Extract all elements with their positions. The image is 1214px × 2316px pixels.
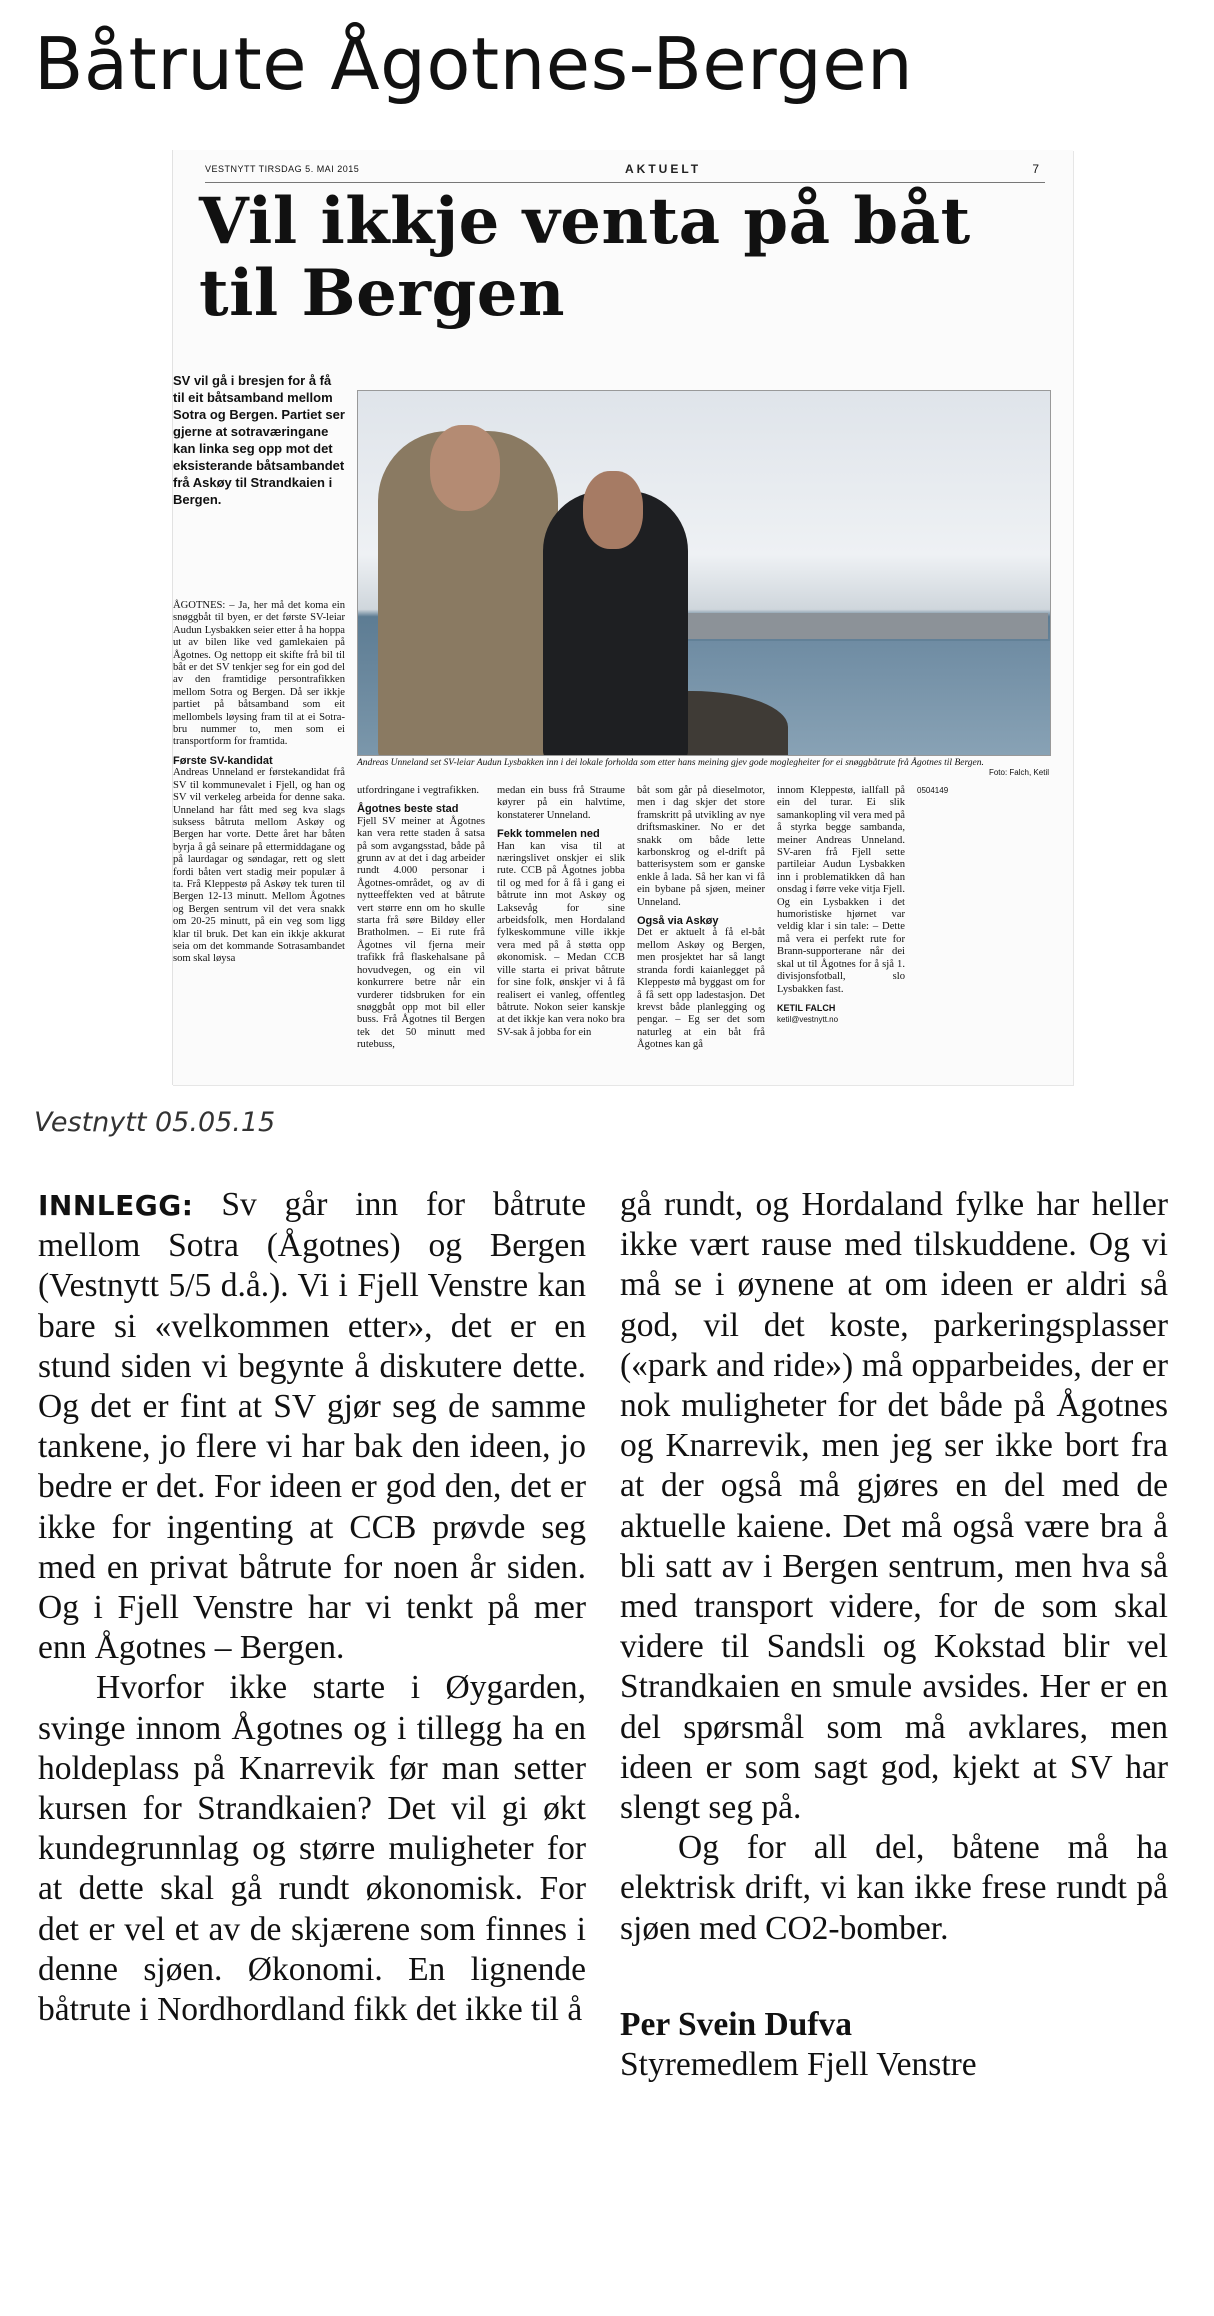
body-text: utfordringane i vegtrafikken.: [357, 785, 480, 796]
paragraph: [38, 1185, 586, 1668]
photo-person-left: [378, 431, 558, 756]
subheading: Første SV-kandidat: [173, 754, 273, 767]
photo-credit: Foto: Falch, Ketil: [988, 768, 1049, 777]
author-role: Styremedlem Fjell Venstre: [620, 2046, 977, 2084]
clipping-body-left: [173, 600, 345, 966]
photo-caption: Andreas Unneland set SV-leiar Audun Lysbakken inn i dei lokale forholda som etter hans meining gjev gode moglegheiter for ei snøggbåtrute frå Ågotnes til Bergen.: [357, 758, 984, 768]
masthead-date: VESTNYTT TIRSDAG 5. MAI 2015: [205, 164, 360, 174]
page-number: 7: [1032, 162, 1039, 176]
clipping-column-4: [777, 785, 905, 1027]
photo-person-right: [543, 491, 688, 756]
source-caption: Vestnytt 05.05.15: [34, 1107, 276, 1138]
body-text: Det er aktuelt å få el-båt mellom Askøy og Bergen, men prosjektet har så langt stranda fordi kaianlegget på Kleppestø må byggast om for å få sett opp ladestasjon. Det krevst både planlegging og pengar. – Eg ser det som naturleg at ein båt frå Ågotnes kan gå: [637, 927, 765, 1051]
paragraph-text: Sv går inn for båtrute mellom Sotra (Ågotnes) og Bergen (Vestnytt 5/5 d.å.). Vi i Fjell Venstre kan bare si «velkommen etter», det er en stund siden vi begynte å diskutere dette. Og det er fint at SV gjør seg de samme tankene, jo flere vi har bak den ideen, jo bedre er det. For ideen er god den, det er ikke for ingenting at CCB prøvde seg med en privat båtrute for noen år siden. Og i Fjell Venstre har vi tenkt på mer enn Ågotnes – Bergen.: [38, 1186, 586, 1667]
article-photo: [357, 390, 1051, 756]
section-label: AKTUELT: [625, 162, 702, 176]
byline: KETIL FALCH: [777, 1002, 836, 1013]
body-intro: ÅGOTNES: – Ja, her må det koma ein snøggbåt til byen, er det første SV-leiar Audun Lysbakken seier etter å ha hoppa ut av bilen like ved gamlekaien på Ågotnes. Og nettopp eit skifte frå bil til båt er det SV tenkjer seg for ein god del av den framtidige persontrafikken mellom Sotra og Bergen. Då ser ikkje partiet på båtsamband som eit mellombels løysing fram til at ei Sotra-bru nummer to, men som ei transportform for framtida.: [173, 600, 345, 748]
article-tag: INNLEGG:: [38, 1189, 194, 1222]
article-code: 0504149: [917, 786, 949, 795]
page-headline: Båtrute Ågotnes-Bergen: [34, 22, 914, 106]
article-column-right: [620, 1185, 1168, 2085]
subheading: Også via Askøy: [637, 915, 719, 928]
body-text: Andreas Unneland er førstekandidat frå SV til kommunevalet i Fjell, og han og SV vil verkeleg arbeida for denne saka. Unneland har fått med seg kva slags suksess båtruta mellom Askøy og Bergen har vorte. Dette året har båten byrja å gå seinare på ettermiddagane og på laurdagar og søndagar, rett og slett fordi båten vert stadig meir populær å ta. Frå Kleppestø på Askøy tek turen til Bergen 12-13 minutt. Mellom Ågotnes og Bergen sentrum vil det vera snakk om 20-25 minutt, på ein veg som ligg klar til bruk. Det kan ein ikkje akkurat seia om det kommande Sotrasambandet som skal løysa: [173, 767, 345, 965]
clipping-masthead: [205, 158, 1045, 183]
clipping-lead: SV vil gå i bresjen for å få til eit båtsamband mellom Sotra og Bergen. Partiet ser gjerne at sotraværingane kan linka seg opp mot det eksisterande båtsambandet frå Askøy til Strandkaien i Bergen.: [173, 373, 345, 507]
subheading: Fekk tommelen ned: [497, 828, 600, 841]
paragraph: Hvorfor ikke starte i Øygarden, svinge innom Ågotnes og i tillegg ha en holdeplass på Knarrevik før man setter kursen for Strandkaien? Det vil gi økt kundegrunnlag og større muligheter for at dette skal gå rundt økonomisk. For det er vel et av de skjærene som finnes i denne sjøen. Økonomi. En lignende båtrute i Nordhordland fikk det ikke til å: [38, 1669, 586, 2029]
clipping-column-3: [637, 785, 765, 1052]
byline-email: ketil@vestnytt.no: [777, 1015, 839, 1025]
clipping-column-5: [917, 785, 1045, 797]
body-text: medan ein buss frå Straume køyrer på ein halvtime, konstaterer Unneland.: [497, 785, 625, 821]
body-text: innom Kleppestø, iallfall på ein del turar. Ei slik samankopling vil vera med på å styrka begge sambanda, meiner Andreas Unneland. SV-aren frå Fjell sette partileiar Audun Lysbakken inn i problematikken då han onsdag i førre veke vitja Fjell. Og ein Lysbakken i det humoristiske hjørnet var veldig klar i sin tale: – Dette må vera ei perfekt rute for Brann-supporterane når dei skal ut til Ågotnes for å sjå 1. divisjonsfotball, slo Lysbakken fast.: [777, 785, 905, 995]
body-text: båt som går på dieselmotor, men i dag skjer det store framskritt på utvikling av nye driftsmaskiner. No er det snakk om både lette karbonskrog og el-drift på batterisystem som er ganske enkle å lada. Så her kan vi få ein bybane på sjøen, meiner Unneland.: [637, 785, 765, 908]
article-column-left: [38, 1185, 586, 2030]
clipping-column-1: [357, 785, 485, 1052]
newspaper-clipping: [172, 150, 1073, 1085]
body-text: Han kan visa til at næringslivet onskjer ei slik rute. CCB på Ågotnes jobba til og med for å få i gang ei båtrute inn mot Askøy og Laksevåg for sine arbeidsfolk, men Hordaland fylkeskommune ville ikkje vera med på å støtta opp økonomisk. – Medan CCB ville starta ei privat båtrute for sine folk, ønskjer vi å få realisert ei vanleg, offentleg båtrute. Nokon seier kanskje at det ikkje kan vera noko bra SV-sak å jobba for ein: [497, 840, 625, 1038]
clipping-headline: Vil ikkje venta på båt til Bergen: [199, 184, 971, 331]
clipping-columns: [357, 785, 1049, 1075]
paragraph: Og for all del, båtene må ha elektrisk drift, vi kan ikke frese rundt på sjøen med CO2-bomber.: [620, 1829, 1168, 1947]
author-name: Per Svein Dufva: [620, 2005, 853, 2043]
body-text: Fjell SV meiner at Ågotnes kan vera rette staden å satsa på som avgangsstad, både på grunn av at det i dag arbeider rundt 4.000 personar i Ågotnes-området, og av di nytteeffekten ved at båtrute vert større enn om ho skulle starta frå søre Bildøy eller Bratholmen. – Ei rute frå Ågotnes vil fjerna meir trafikk frå flaskehalsane på hovudvegen, og ein vil konkurrere betre når ein vurderer tidsbruken for ein snøggbåt opp mot bil eller buss. Frå Ågotnes til Bergen tek det 50 minutt med rutebuss,: [357, 815, 485, 1051]
paragraph: gå rundt, og Hordaland fylke har heller ikke vært rause med tilskuddene. Og vi må se i øynene at om ideen er aldri så god, vil det koste, parkeringsplasser («park and ride») må opparbeides, der er nok muligheter for det både på Ågotnes og Knarrevik, men jeg ser ikke bort fra at der også må gjøres en del med de aktuelle kaiene. Det må også være bra å bli satt av i Bergen sentrum, men hva så med transport videre, for de som skal videre til Sandsli og Kokstad blir vel Strandkaien en smule avsides. Her er en del spørsmål som må avklares, men ideen er som sagt god, kjekt at SV har slengt seg på.: [620, 1186, 1168, 1827]
clipping-column-2: [497, 785, 625, 1039]
subheading: Ågotnes beste stad: [357, 803, 459, 816]
